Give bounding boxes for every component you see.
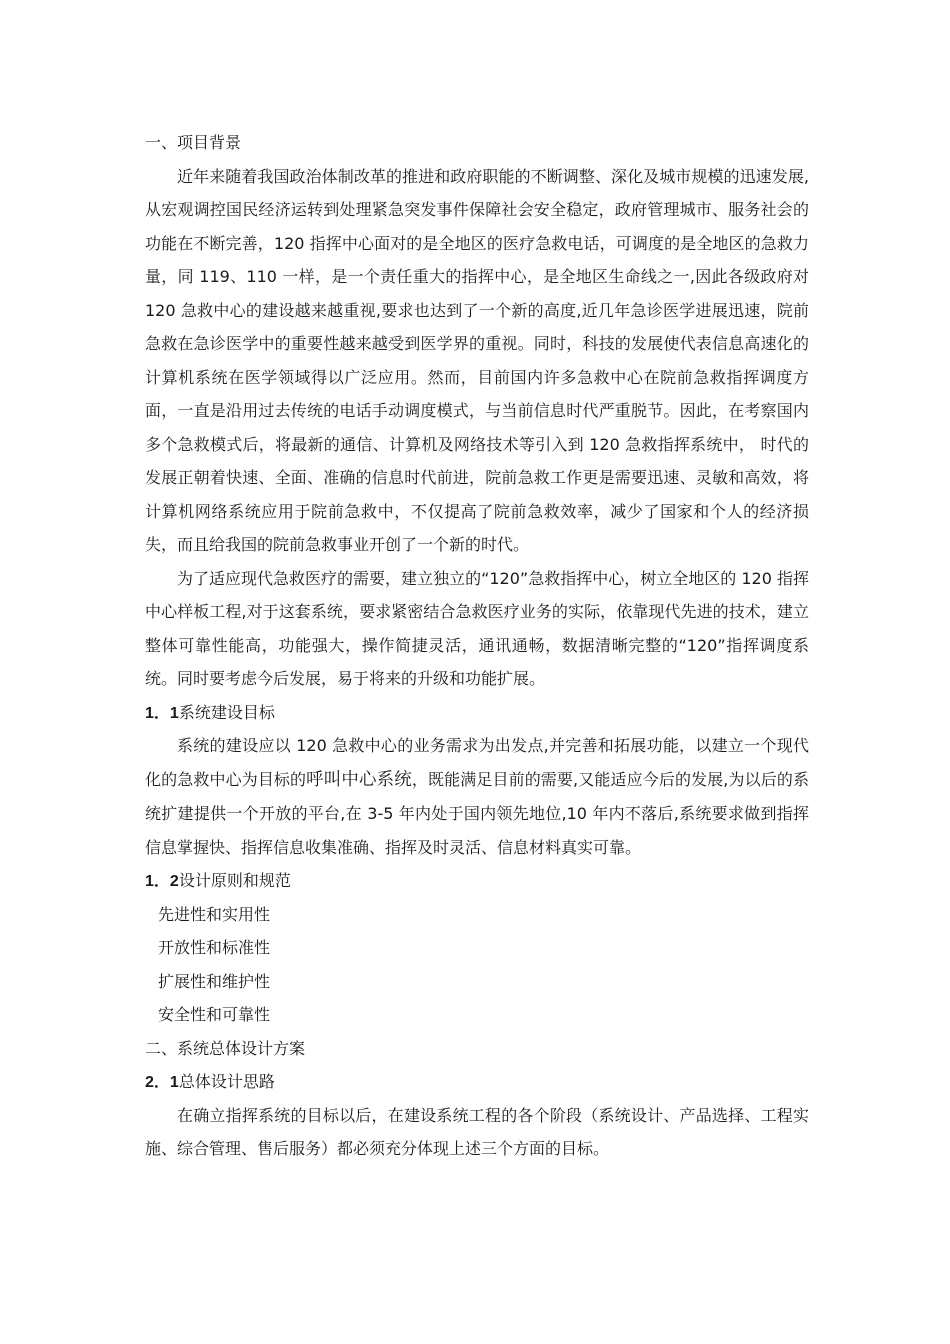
document-body <box>145 126 809 1166</box>
principle-item: 扩展性和维护性 <box>158 971 271 991</box>
construction-goal-paragraph <box>145 729 809 864</box>
principle-item: 安全性和可靠性 <box>158 1005 271 1024</box>
subsection-number: 1．2 <box>145 873 179 890</box>
section-1-heading: 一、项目背景 <box>145 133 242 152</box>
principle-item: 开放性和标准性 <box>158 938 271 957</box>
subsection-title: 系统建设目标 <box>178 702 275 722</box>
emphasized-term: 呼叫中心系统 <box>306 769 412 790</box>
subsection-title: 总体设计思路 <box>178 1072 275 1091</box>
design-approach-paragraph: 在确立指挥系统的目标以后，在建设系统工程的各个阶段（系统设计、产品选择、工程实施、综合管理、售后服务）都必须充分体现上述三个方面的目标。 <box>145 1105 809 1158</box>
subsection-1-2-heading <box>145 864 809 898</box>
subsection-2-1-heading <box>145 1065 809 1099</box>
background-paragraph-1: 近年来随着我国政治体制改革的推进和政府职能的不断调整、深化及城市规模的迅速发展,从宏观调控国民经济运转到处理紧急突发事件保障社会安全稳定，政府管理城市、服务社会的功能在不断完善，120 指挥中心面对的是全地区的医疗急救电话，可调度的是全地区的急救力量，同 119、110 一样，是一个责任重大的指挥中心，是全地区生命线之一,因此各级政府对 120 急救中心的建设越来越重视,要求也达到了一个新的高度,近几年急诊医学进展迅速，院前急救在急诊医学中的重要性越来越受到医学界的重视。同时，科技的发展使代表信息高速化的计算机系统在医学领域得以广泛应用。然而，目前国内许多急救中心在院前急救指挥调度方面，一直是沿用过去传统的电话手动调度模式，与当前信息时代严重脱节。因此，在考察国内多个急救模式后，将最新的通信、计算机及网络技术等引入到 120 急救指挥系统中， 时代的发展正朝着快速、全面、准确的信息时代前进，院前急救工作更是需要迅速、灵敏和高效，将计算机网络系统应用于院前急救中，不仅提高了院前急救效率，减少了国家和个人的经济损失，而且给我国的院前急救事业开创了一个新的时代。 <box>145 166 809 554</box>
subsection-1-1-heading <box>145 696 809 730</box>
subsection-title: 设计原则和规范 <box>178 871 291 890</box>
section-2-heading: 二、系统总体设计方案 <box>145 1038 306 1058</box>
paragraph-text: ，既能满足目前的需要,又能适应今后的发展,为以后的系统扩建提供一个开放的平台,在 3-5 年内处于国内领先地位,10 年内不落后,系统要求做到指挥信息掌握快、指挥信息收集准确、指挥及时灵活、信息材料真实可靠。 <box>145 769 809 857</box>
subsection-number: 1．1 <box>145 704 179 722</box>
subsection-number: 2．1 <box>145 1074 179 1091</box>
paragraph-text: 系统的建设应以 120 急救中心的业务需求为出发点,并完善和拓展功能，以建立一个现代化的急救中心为目标的 <box>145 736 809 789</box>
background-paragraph-2: 为了适应现代急救医疗的需要，建立独立的“120”急救指挥中心，树立全地区的 120 指挥中心样板工程,对于这套系统，要求紧密结合急救医疗业务的实际，依靠现代先进的技术，建立整体可靠性能高，功能强大，操作简捷灵活，通讯通畅，数据清晰完整的“120”指挥调度系统。同时要考虑今后发展，易于将来的升级和功能扩展。 <box>145 568 809 688</box>
principle-item: 先进性和实用性 <box>158 904 271 924</box>
